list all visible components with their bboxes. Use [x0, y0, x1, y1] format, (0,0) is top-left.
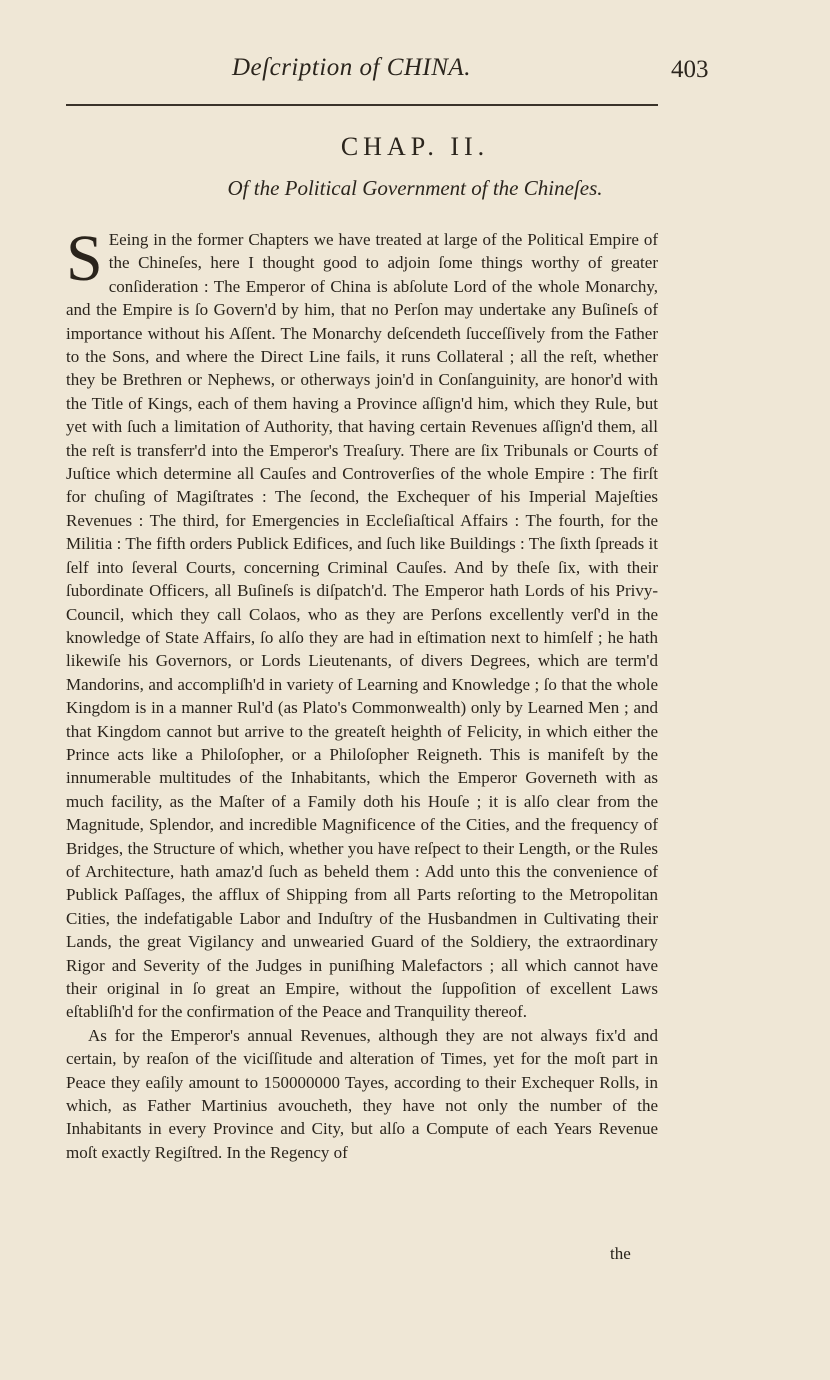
paragraph-1-text: Eeing in the former Chapters we have treated at large of the Political Empire of the Chineſes, here I thought good to adjoin ſome things worthy of greater conſideration : The Emperor of China is abſolute Lord of the whole Monarchy, and the Empire is ſo Govern'd by him, that no Perſon may undertake any Buſineſs of importance without his Aſſent. The Monarchy deſcendeth ſucceſſively from the Father to the Sons, and where the Direct Line fails, it runs Collateral ; all the reſt, whether they be Brethren or Nephews, or otherways join'd in Conſanguinity, are honor'd with the Title of Kings, each of them having a Province aſſign'd him, which they Rule, but yet with ſuch a limitation of Authority, that having certain Revenues aſſign'd them, all the reſt is transferr'd into the Emperor's Treaſury. There are ſix Tribunals or Courts of Juſtice which determine all Cauſes and Controverſies of the whole Empire : The firſt for chuſing of Magiſtrates : The ſecond, the Exchequer of his Imperial Majeſties Revenues : The third, for Emergencies in Eccleſiaſtical Affairs : The fourth, for the Militia : The fifth orders Publick Edifices, and ſuch like Buildings : The ſixth ſpreads it ſelf into ſeveral Courts, concerning Criminal Cauſes. And by theſe ſix, with their ſubordinate Officers, all Buſineſs is diſpatch'd. The Emperor hath Lords of his Privy-Council, which they call Colaos, who as they are Perſons excellently verſ'd in the knowledge of State Affairs, ſo alſo they are had in eſtimation next to himſelf ; he hath likewiſe his Governors, or Lords Lieutenants, of divers Degrees, which are term'd Mandorins, and accompliſh'd in variety of Learning and Knowledge ; ſo that the whole Kingdom is in a manner Rul'd (as Plato's Commonwealth) only by Learned Men ; and that Kingdom cannot but arrive to the greateſt heighth of Felicity, in which either the Prince acts like a Philoſopher, or a Philoſopher Reigneth. This is manifeſt by the innumerable multitudes of the Inhabitants, which the Emperor Governeth with as much facility, as the Maſter of a Family doth his Houſe ; it is alſo clear from the Magnitude, Splendor, and incredible Magnificence of the Cities, and the frequency of Bridges, the Structure of which, whether you have reſpect to their Length, or the Rules of Architecture, hath amaz'd ſuch as beheld them : Add unto this the convenience of Publick Paſſages, the afflux of Shipping from all Parts reſorting to the Metropolitan Cities, the indefatigable Labor and Induſtry of the Husbandmen in Cultivating their Lands, the great Vigilancy and unwearied Guard of the Soldiery, the extraordinary Rigor and Severity of the Judges in puniſhing Malefactors ; all which cannot have their original in ſo great an Empire, without the ſuppoſition of excellent Laws eſtabliſh'd for the confirmation of the Peace and Tranquility thereof. [66, 230, 658, 1022]
chapter-subtitle: Of the Political Government of the Chineſes. [227, 176, 603, 200]
body-text [66, 222, 658, 1164]
catchword: the [610, 1244, 631, 1263]
drop-cap: S [66, 222, 103, 295]
paragraph-2: As for the Emperor's annual Revenues, although they are not always fix'd and certain, by reaſon of the viciſſitude and alteration of Times, yet for the moſt part in Peace they eaſily amount to 150000000 Tayes, according to their Exchequer Rolls, in which, as Father Martinius avoucheth, they have not only the number of the Inhabitants in every Province and City, but alſo a Compute of each Years Revenue moſt exactly Regiſtred. In the Regency of [66, 1025, 658, 1162]
paragraph-1 [66, 222, 658, 1024]
chapter-title: CHAP. II. [340, 132, 490, 161]
header-rule [66, 104, 658, 106]
running-head [0, 54, 830, 90]
page-number: 403 [671, 56, 709, 83]
running-title: Deſcription of CHINA. [232, 54, 471, 81]
